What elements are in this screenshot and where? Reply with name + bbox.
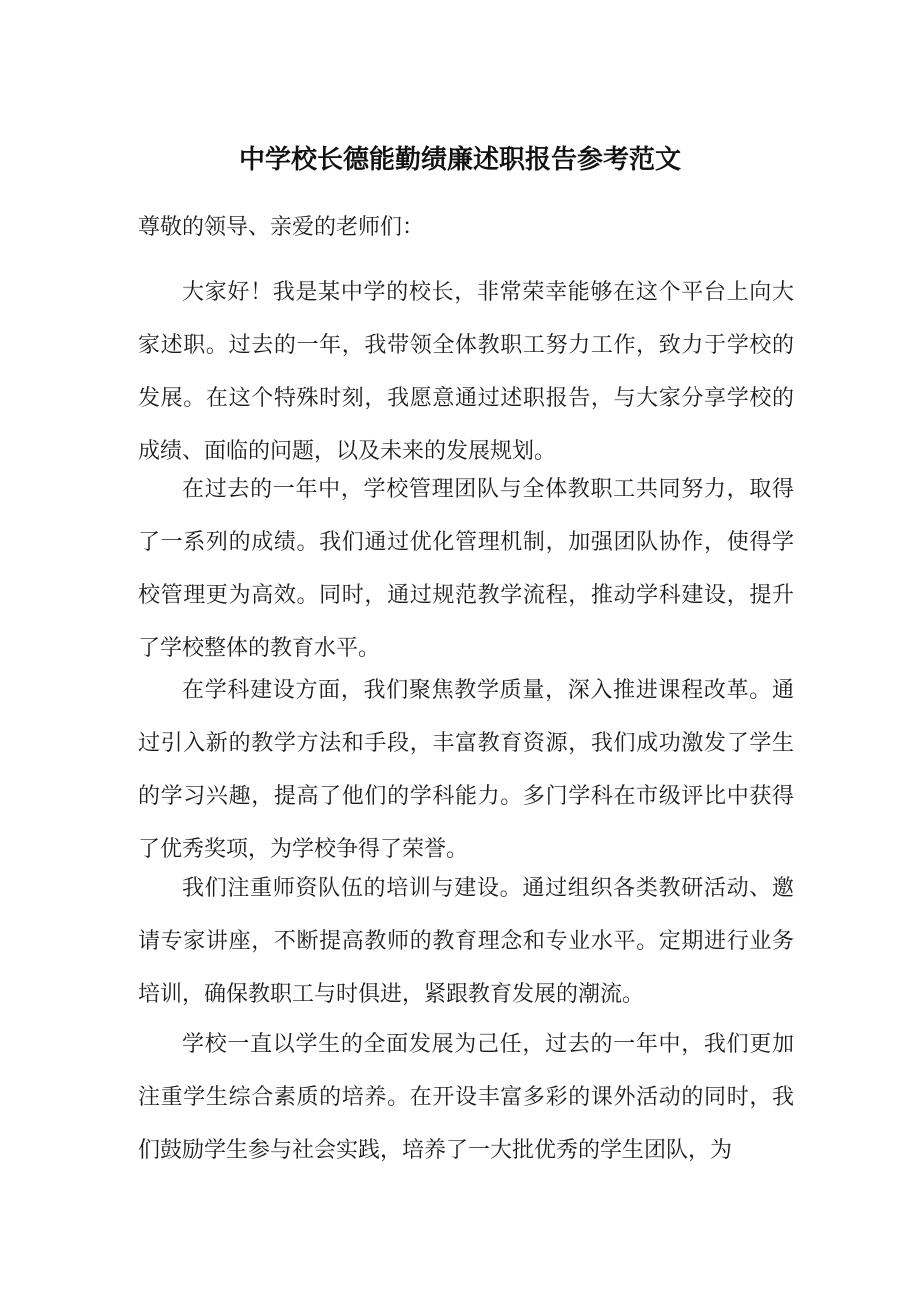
document-title: 中学校长德能勤绩廉述职报告参考范文 [238, 145, 681, 175]
paragraph [138, 862, 794, 1021]
paragraph-text: 在过去的一年中，学校管理团队与全体教职工共同努力，取得了一系列的成绩。我们通过优化管理机制，加强团队协作，使得学校管理更为高效。同时，通过规范教学流程，推动学科建设，提升了学校整体的教育水平。 [138, 477, 794, 661]
paragraph-text: 大家好！我是某中学的校长，非常荣幸能够在这个平台上向大家述职。过去的一年，我带领全体教职工努力工作，致力于学校的发展。在这个特殊时刻，我愿意通过述职报告，与大家分享学校的成绩、面临的问题，以及未来的发展规划。 [138, 280, 794, 464]
paragraph-text: 我们注重师资队伍的培训与建设。通过组织各类教研活动、邀请专家讲座，不断提高教师的教育理念和专业水平。定期进行业务培训，确保教职工与时俱进，紧跟教育发展的潮流。 [138, 876, 794, 1007]
paragraph [138, 266, 794, 478]
paragraph [138, 1018, 794, 1177]
paragraph [138, 664, 794, 876]
paragraph [138, 463, 794, 675]
paragraph-text: 学校一直以学生的全面发展为己任，过去的一年中，我们更加注重学生综合素质的培养。在开设丰富多彩的课外活动的同时，我们鼓励学生参与社会实践，培养了一大批优秀的学生团队，为 [138, 1032, 794, 1163]
paragraph-text: 在学科建设方面，我们聚焦教学质量，深入推进课程改革。通过引入新的教学方法和手段，丰富教育资源，我们成功激发了学生的学习兴趣，提高了他们的学科能力。多门学科在市级评比中获得了优秀奖项，为学校争得了荣誉。 [138, 678, 794, 862]
salutation: 尊敬的领导、亲爱的老师们： [138, 215, 425, 240]
